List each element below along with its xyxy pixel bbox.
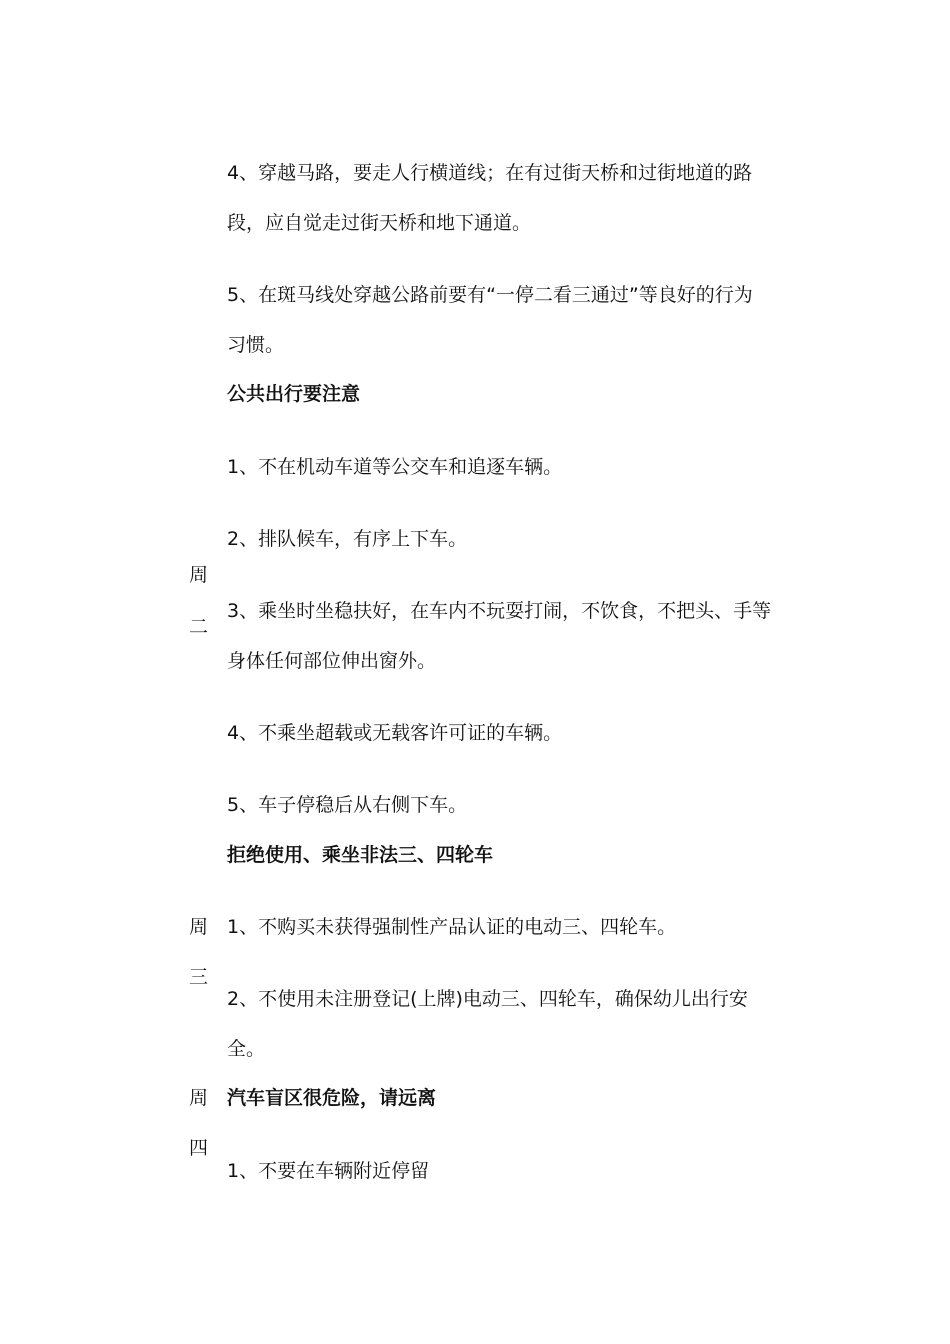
paragraph-line: 习惯。 — [227, 334, 285, 356]
paragraph-line: 5、车子停稳后从右侧下车。 — [227, 794, 468, 816]
paragraph-line: 1、不要在车辆附近停留 — [227, 1160, 430, 1182]
day-label-char: 周 — [189, 564, 209, 586]
day-label-char: 周 — [189, 916, 209, 938]
paragraph-line: 4、穿越马路，要走人行横道线；在有过街天桥和过街地道的路 — [227, 162, 753, 184]
section-heading: 汽车盲区很危险，请远离 — [227, 1087, 437, 1109]
day-label-char: 周 — [189, 1087, 209, 1109]
day-label-char: 四 — [189, 1137, 209, 1159]
section-heading: 拒绝使用、乘坐非法三、四轮车 — [227, 844, 494, 866]
day-label-char: 三 — [189, 966, 209, 988]
day-label-char: 二 — [189, 616, 209, 638]
paragraph-line: 2、排队候车，有序上下车。 — [227, 528, 468, 550]
section-heading: 公共出行要注意 — [227, 383, 361, 405]
paragraph-line: 身体任何部位伸出窗外。 — [227, 650, 437, 672]
paragraph-line: 段，应自觉走过街天桥和地下通道。 — [227, 212, 532, 234]
paragraph-line: 1、不购买未获得强制性产品认证的电动三、四轮车。 — [227, 916, 677, 938]
paragraph-line: 1、不在机动车道等公交车和追逐车辆。 — [227, 456, 563, 478]
paragraph-line: 3、乘坐时坐稳扶好，在车内不玩耍打闹，不饮食，不把头、手等 — [227, 600, 772, 622]
paragraph-line: 2、不使用未注册登记(上牌)电动三、四轮车，确保幼儿出行安 — [227, 988, 748, 1010]
paragraph-line: 5、在斑马线处穿越公路前要有“一停二看三通过”等良好的行为 — [227, 284, 753, 306]
paragraph-line: 全。 — [227, 1038, 266, 1060]
paragraph-line: 4、不乘坐超载或无载客许可证的车辆。 — [227, 722, 563, 744]
